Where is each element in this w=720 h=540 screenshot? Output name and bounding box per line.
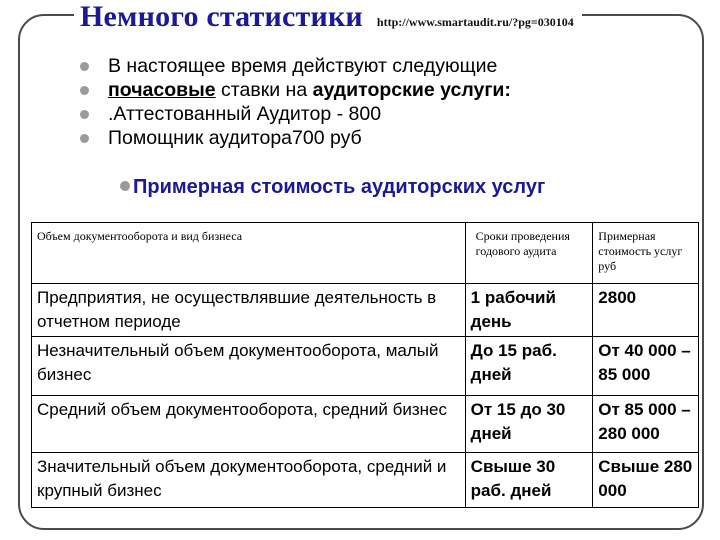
table-cell: Свыше 30 раб. дней — [465, 453, 593, 508]
table-cell: От 85 000 – 280 000 — [593, 396, 699, 453]
bullet-dot-icon — [120, 181, 130, 191]
table-cell: Предприятия, не осуществлявшие деятельность в отчетном периоде — [32, 284, 466, 337]
bullet-dot-icon — [80, 134, 89, 143]
table-cell: Незначительный объем документооборота, малый бизнес — [32, 337, 466, 396]
bullet-dot-icon — [80, 110, 89, 119]
slide-title: Немного статистики — [80, 0, 363, 33]
table-heading — [120, 176, 545, 199]
table-row — [32, 337, 699, 396]
table-cell: До 15 раб. дней — [465, 337, 593, 396]
table-header-row — [32, 223, 699, 284]
bullet-text-bold: аудиторские услуги: — [312, 79, 511, 101]
table-cell: 2800 — [593, 284, 699, 337]
bullet-text-underlined: почасовые — [108, 79, 216, 101]
price-table — [31, 222, 699, 508]
title-bar — [74, 0, 582, 34]
table-row — [32, 396, 699, 453]
table-cell: От 40 000 – 85 000 — [593, 337, 699, 396]
bullet-list — [80, 54, 511, 150]
bullet-item — [80, 126, 511, 150]
header-cell: Примерная стоимость услуг руб — [593, 223, 699, 284]
bullet-item — [80, 102, 511, 126]
bullet-text: .Аттестованный Аудитор - 800 — [108, 103, 382, 125]
bullet-dot-icon — [80, 86, 89, 95]
source-url[interactable]: http://www.smartaudit.ru/?pg=030104 — [376, 15, 574, 29]
bullet-text: В настоящее время действуют следующие — [108, 55, 498, 77]
header-cell: Объем документооборота и вид бизнеса — [32, 223, 466, 284]
bullet-item — [80, 78, 511, 102]
table-cell: Свыше 280 000 — [593, 453, 699, 508]
table-cell: Средний объем документооборота, средний бизнес — [32, 396, 466, 453]
bullet-item — [80, 54, 511, 78]
header-cell: Сроки проведения годового аудита — [465, 223, 593, 284]
bullet-text: ставки на — [215, 79, 313, 101]
bullet-text: Помощник аудитора700 руб — [108, 127, 362, 149]
table-heading-text: Примерная стоимость аудиторских услуг — [133, 176, 546, 198]
table-row — [32, 453, 699, 508]
table-cell: Значительный объем документооборота, средний и крупный бизнес — [32, 453, 466, 508]
table-cell: От 15 до 30 дней — [465, 396, 593, 453]
bullet-dot-icon — [80, 62, 89, 71]
table-row — [32, 284, 699, 337]
table-cell: 1 рабочий день — [465, 284, 593, 337]
